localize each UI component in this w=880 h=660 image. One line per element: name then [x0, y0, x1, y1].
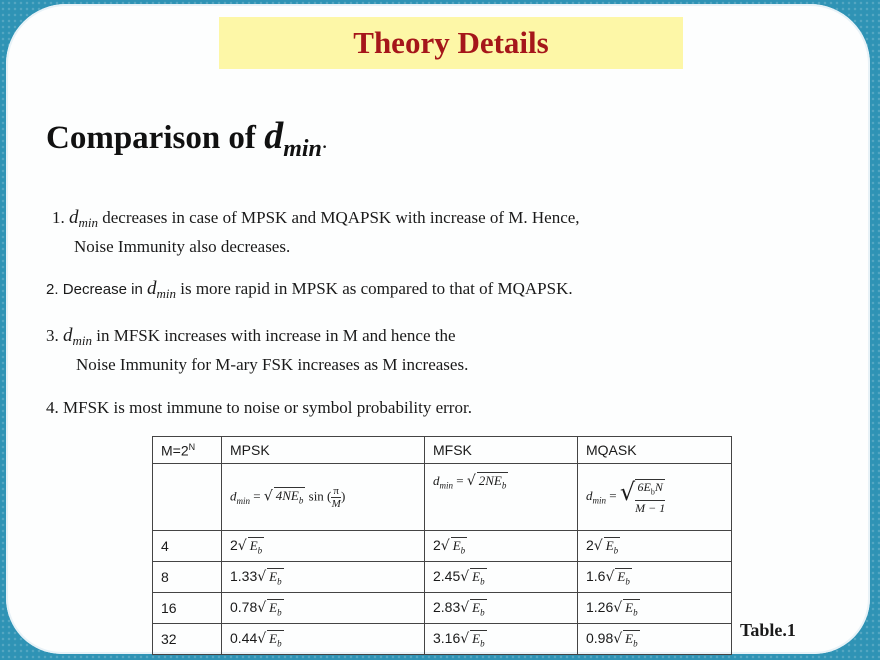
table-row	[153, 593, 732, 624]
cell-radicand-sub: b	[633, 607, 638, 618]
sqrt-icon: √	[263, 487, 273, 504]
sqrt-icon: √	[460, 630, 470, 647]
point-sub: min	[156, 286, 176, 301]
formula-eq: =	[606, 488, 620, 504]
cell-mfsk	[425, 562, 578, 593]
formula-fraction	[635, 479, 665, 515]
header-mqask: MQASK	[578, 437, 732, 464]
formula-close: )	[340, 487, 346, 503]
table-row	[153, 624, 732, 655]
sqrt-icon: √	[257, 568, 267, 585]
formula-sub: min	[236, 495, 250, 506]
fraction-numerator: π	[333, 484, 339, 497]
cell-coef: 2	[230, 536, 238, 553]
cell-radicand-sub: b	[480, 576, 485, 587]
slide	[6, 4, 870, 654]
cell-radicand-sub: b	[480, 607, 485, 618]
sqrt-icon: √	[619, 478, 636, 507]
sqrt-icon: √	[237, 537, 247, 554]
formula-sin: sin (	[305, 487, 332, 503]
point-text: is more rapid in MPSK as compared to that of MQAPSK.	[175, 279, 573, 298]
cell-mpsk	[222, 593, 425, 624]
formula-radicand-sub: b	[298, 495, 304, 506]
cell-coef: 2.83	[433, 598, 461, 615]
comparison-table	[152, 436, 732, 655]
cell-mpsk	[222, 562, 425, 593]
cell-radicand: E	[269, 568, 278, 584]
heading-suffix: .	[321, 128, 328, 153]
fraction-denominator: M − 1	[635, 500, 666, 515]
table-header-row	[153, 437, 732, 464]
header-mpsk: MPSK	[222, 437, 425, 464]
cell-radicand: E	[625, 599, 634, 615]
cell-mfsk	[425, 531, 578, 562]
point-sub: min	[78, 215, 98, 230]
cell-coef: 1.33	[230, 567, 258, 584]
cell-mfsk	[425, 624, 578, 655]
cell-m: 32	[153, 624, 222, 655]
header-m-label: M=2	[161, 442, 189, 459]
point-2	[46, 277, 573, 306]
formula-var: d	[433, 473, 440, 488]
sqrt-icon: √	[613, 599, 623, 616]
cell-radicand: E	[249, 537, 258, 553]
cell-radicand: E	[605, 537, 614, 553]
formula-fraction	[331, 485, 341, 510]
formula-radicand: 2NE	[478, 473, 502, 488]
cell-radicand-sub: b	[277, 607, 282, 618]
cell-mqask	[578, 562, 732, 593]
cell-mqask	[578, 531, 732, 562]
point-text: MFSK is most immune to noise or symbol probability error.	[63, 398, 472, 417]
cell-radicand-sub: b	[613, 545, 619, 556]
formula-sub: min	[592, 495, 606, 506]
section-heading	[46, 114, 327, 163]
cell-radicand: E	[472, 630, 481, 646]
cell-mpsk	[222, 531, 425, 562]
table-row	[153, 531, 732, 562]
sqrt-icon: √	[593, 537, 603, 554]
point-text-line2: Noise Immunity also decreases.	[74, 237, 291, 256]
cell-radicand: E	[625, 630, 634, 646]
fraction-denominator: M	[331, 497, 341, 510]
formula-radicand-sub: b	[501, 480, 507, 491]
cell-radicand-sub: b	[633, 638, 638, 649]
slide-title-text: Theory Details	[353, 25, 549, 60]
cell-radicand: E	[617, 568, 626, 584]
header-m-sup: N	[188, 441, 196, 452]
formula-mpsk	[222, 464, 425, 531]
sqrt-icon: √	[605, 568, 615, 585]
cell-coef: 2.45	[433, 567, 461, 584]
cell-coef: 1.6	[586, 567, 606, 584]
cell-coef: 1.26	[586, 598, 614, 615]
cell-radicand-sub: b	[460, 545, 466, 556]
heading-var: d	[264, 115, 284, 157]
cell-m: 4	[153, 531, 222, 562]
cell-radicand: E	[472, 568, 481, 584]
sqrt-icon: √	[466, 473, 476, 489]
point-3	[46, 324, 468, 377]
point-number: 2.	[46, 281, 59, 298]
cell-radicand: E	[452, 537, 461, 553]
formula-sub: min	[439, 480, 453, 491]
header-m	[153, 437, 222, 464]
cell-radicand-sub: b	[625, 576, 630, 587]
slide-title	[219, 17, 683, 69]
cell-coef: 0.98	[586, 629, 614, 646]
cell-coef: 2	[433, 536, 441, 553]
point-text: decreases in case of MPSK and MQAPSK with increase of M. Hence,	[98, 208, 580, 227]
cell-coef: 0.44	[230, 629, 258, 646]
formula-var: d	[586, 488, 593, 504]
point-number: 1.	[52, 208, 65, 227]
fraction-numerator-sub: b	[650, 487, 655, 497]
point-number: 3.	[46, 326, 59, 345]
point-var: d	[63, 325, 73, 346]
cell-coef: 0.78	[230, 598, 258, 615]
fraction-numerator-tail: N	[654, 480, 663, 495]
point-1	[52, 206, 580, 259]
formula-eq: =	[250, 487, 264, 503]
sqrt-icon: √	[440, 537, 450, 554]
point-number: 4.	[46, 398, 59, 417]
cell-coef: 3.16	[433, 629, 461, 646]
formula-radicand: 4NE	[275, 487, 299, 503]
point-text-line2: Noise Immunity for M-ary FSK increases as M increases.	[76, 355, 469, 374]
fraction-numerator: 6E	[637, 480, 651, 495]
point-sub: min	[72, 333, 92, 348]
cell-radicand: E	[472, 599, 481, 615]
heading-text: Comparison of	[46, 120, 265, 156]
heading-sub: min	[283, 136, 322, 162]
cell-radicand: E	[269, 599, 278, 615]
sqrt-icon: √	[257, 630, 267, 647]
formula-var: d	[230, 487, 237, 503]
formula-empty-cell	[153, 464, 222, 531]
cell-coef: 2	[586, 536, 594, 553]
cell-radicand-sub: b	[277, 576, 282, 587]
sqrt-icon: √	[613, 630, 623, 647]
table-row	[153, 562, 732, 593]
cell-radicand: E	[269, 630, 278, 646]
sqrt-icon: √	[460, 599, 470, 616]
formula-mfsk	[425, 464, 578, 531]
point-var: d	[146, 278, 157, 299]
sqrt-icon: √	[257, 599, 267, 616]
cell-radicand-sub: b	[480, 638, 485, 649]
formula-mqask	[578, 464, 732, 531]
cell-mpsk	[222, 624, 425, 655]
sqrt-icon: √	[460, 568, 470, 585]
cell-m: 8	[153, 562, 222, 593]
formula-row	[153, 464, 732, 531]
point-text: in MFSK increases with increase in M and hence the	[92, 326, 456, 345]
point-4	[46, 396, 472, 420]
point-text-prefix: Decrease in	[62, 281, 147, 298]
cell-mfsk	[425, 593, 578, 624]
formula-eq: =	[453, 473, 467, 488]
table-caption: Table.1	[740, 620, 796, 640]
cell-radicand-sub: b	[277, 638, 282, 649]
point-var: d	[69, 207, 79, 228]
cell-radicand-sub: b	[257, 545, 263, 556]
cell-m: 16	[153, 593, 222, 624]
cell-mqask	[578, 593, 732, 624]
cell-mqask	[578, 624, 732, 655]
header-mfsk: MFSK	[425, 437, 578, 464]
